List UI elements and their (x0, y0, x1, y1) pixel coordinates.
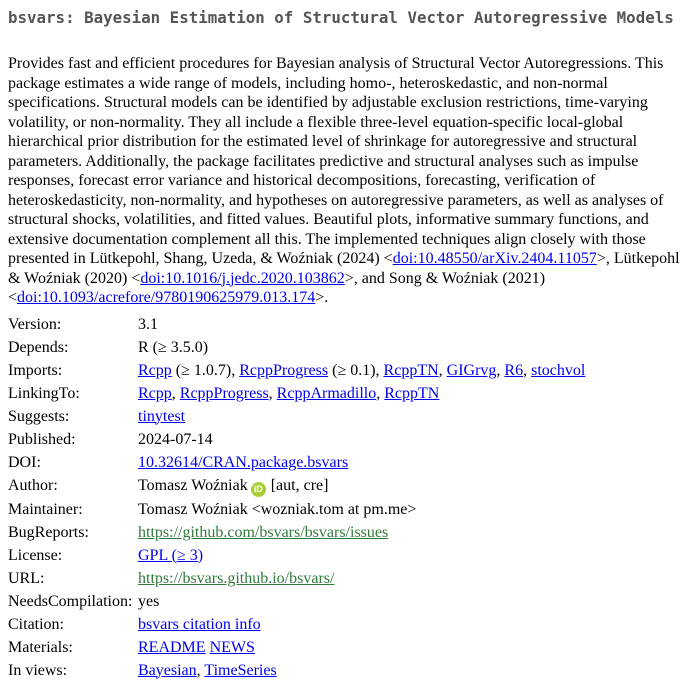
text-part: >. (315, 289, 329, 306)
row-value (138, 659, 585, 682)
link-package-url[interactable]: https://bsvars.github.io/bsvars/ (138, 569, 335, 587)
row-label: Version: (8, 315, 62, 333)
text-part: Provides fast and efficient procedures for Bayesian analysis of Structural Vector Autoregressions. This package estimates a wide range of models, including homo-, heteroskedastic, and non-normal specifications. Structural models can be identified by adjustable exclusion restrictions, time-varying volatility, or non-normality. They all include a flexible three-level equation-specific local-global hierarchical prior distribution for the estimated level of shrinkage for autoregressive and structural parameters. Additionally, the package facilitates predictive and structural analyses such as impulse responses, forecast error variance and historical decompositions, forecasting, verification of heteroskedasticity, non-normality, and hypotheses on autoregressive parameters, as well as analyses of structural shocks, volatilities, and fitted values. Beautiful plots, informative summary functions, and extensive documentation complement all this. The implemented techniques align closely with those presented in Lütkepohl, Shang, Uzeda, & Woźniak (2024) < (8, 55, 664, 267)
row-label: Materials: (8, 638, 73, 656)
row-label: Author: (8, 476, 58, 494)
cran-package-page (0, 8, 693, 682)
text-part: 2024-07-14 (138, 430, 213, 448)
doi-link-jedc[interactable]: doi:10.1016/j.jedc.2020.103862 (140, 269, 345, 287)
row-license (8, 544, 585, 567)
text-part: >, and Song & Woźniak (2021) < (8, 269, 546, 306)
text-part: [aut, cre] (270, 476, 329, 494)
row-value (138, 521, 585, 544)
text-part: , (268, 384, 277, 402)
row-inviews (8, 659, 585, 682)
row-value (138, 590, 585, 613)
text-part: (≥ 1.0.7), (171, 361, 240, 379)
link-bugreports[interactable]: https://github.com/bsvars/bsvars/issues (138, 523, 389, 541)
row-label: Imports: (8, 361, 63, 379)
row-value (138, 567, 585, 590)
doi-link-acrefore[interactable]: doi:10.1093/acrefore/9780190625979.013.174 (17, 289, 316, 306)
text-part: R (≥ 3.5.0) (138, 338, 209, 356)
row-depends (8, 336, 585, 359)
text-part: , (523, 361, 532, 379)
text-part: , (496, 361, 505, 379)
row-label: License: (8, 546, 63, 564)
package-description (8, 54, 685, 308)
text-part: (≥ 0.1), (328, 361, 384, 379)
row-value (138, 336, 585, 359)
package-details-table (8, 313, 585, 682)
link-r6[interactable]: R6 (504, 361, 524, 379)
row-materials (8, 636, 585, 659)
link-view-timeseries[interactable]: TimeSeries (204, 661, 277, 679)
link-stochvol[interactable]: stochvol (531, 361, 586, 379)
row-doi (8, 451, 585, 474)
doi-link-package[interactable]: 10.32614/CRAN.package.bsvars (138, 453, 349, 471)
row-value (138, 359, 585, 382)
row-label: NeedsCompilation: (8, 592, 133, 610)
row-value (138, 636, 585, 659)
row-value (138, 313, 585, 336)
row-citation (8, 613, 585, 636)
text-part: Tomasz Woźniak (138, 476, 248, 494)
row-value (138, 428, 585, 451)
row-label: BugReports: (8, 523, 89, 541)
orcid-icon[interactable]: iD (251, 482, 266, 497)
row-suggests (8, 405, 585, 428)
link-license-gpl[interactable]: GPL (≥ 3) (138, 546, 204, 564)
text-part: Tomasz Woźniak <wozniak.tom at pm.me> (138, 500, 417, 518)
link-rcpptn[interactable]: RcppTN (383, 361, 439, 379)
text-part: , (438, 361, 447, 379)
row-value (138, 544, 585, 567)
row-url (8, 567, 585, 590)
link-tinytest[interactable]: tinytest (138, 407, 186, 425)
row-author (8, 474, 585, 498)
link-view-bayesian[interactable]: Bayesian (138, 661, 197, 679)
row-label: Suggests: (8, 407, 70, 425)
text-part: , (171, 384, 180, 402)
row-value (138, 613, 585, 636)
link-gigrvg[interactable]: GIGrvg (446, 361, 497, 379)
row-value (138, 382, 585, 405)
link-citation-info[interactable]: bsvars citation info (138, 615, 261, 633)
row-version (8, 313, 585, 336)
text-part: >, Lütkepohl & Woźniak (2020) < (8, 250, 680, 287)
row-value (138, 451, 585, 474)
page-title: bsvars: Bayesian Estimation of Structural Vector Autoregressive Models (8, 8, 674, 27)
text-part: 3.1 (138, 315, 158, 333)
link-rcppprogress[interactable]: RcppProgress (179, 384, 269, 402)
row-imports (8, 359, 585, 382)
text-part: , (196, 661, 205, 679)
link-rcpptn[interactable]: RcppTN (384, 384, 440, 402)
row-label: Maintainer: (8, 500, 83, 518)
row-value (138, 474, 585, 498)
link-rcpparmadillo[interactable]: RcppArmadillo (276, 384, 377, 402)
text-part: , (376, 384, 385, 402)
text-part: yes (138, 592, 160, 610)
row-label: DOI: (8, 453, 41, 471)
row-label: URL: (8, 569, 45, 587)
row-value (138, 405, 585, 428)
link-news[interactable]: NEWS (209, 638, 255, 656)
row-value (138, 498, 585, 521)
row-label: Citation: (8, 615, 64, 633)
link-readme[interactable]: README (138, 638, 206, 656)
link-rcpp[interactable]: Rcpp (138, 384, 172, 402)
row-label: Published: (8, 430, 76, 448)
doi-link-arxiv[interactable]: doi:10.48550/arXiv.2404.11057 (392, 250, 597, 267)
row-published (8, 428, 585, 451)
link-rcpp[interactable]: Rcpp (138, 361, 172, 379)
row-maintainer (8, 498, 585, 521)
row-label: Depends: (8, 338, 69, 356)
row-label: In views: (8, 661, 68, 679)
row-bugreports (8, 521, 585, 544)
row-needscompilation (8, 590, 585, 613)
row-label: LinkingTo: (8, 384, 80, 402)
row-linkingto (8, 382, 585, 405)
link-rcppprogress[interactable]: RcppProgress (239, 361, 329, 379)
